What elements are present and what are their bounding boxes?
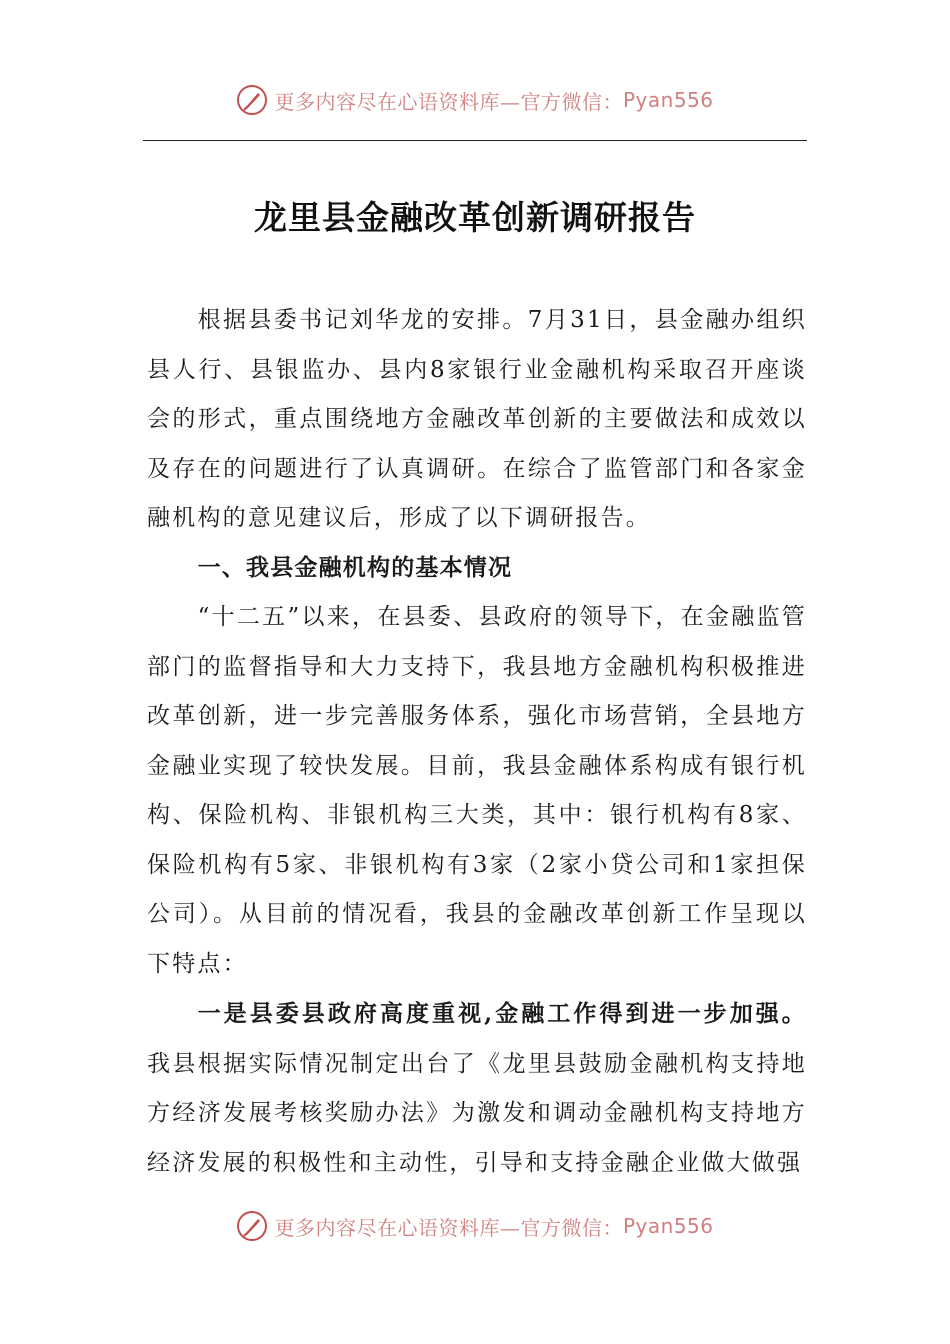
point-text: 我县根据实际情况制定出台了《龙里县鼓励金融机构支持地方经济发展考核奖励办法》为激发和调动金融机构支持地方经济发展的积极性和主动性，引导和支持金融企业做大做强 — [147, 1050, 807, 1176]
point-paragraph — [147, 989, 807, 1188]
section-paragraph: “十二五”以来，在县委、县政府的领导下，在金融监管部门的监督指导和大力支持下，我县地方金融机构积极推进改革创新，进一步完善服务体系，强化市场营销，全县地方金融业实现了较快发展。目前，我县金融体系构成有银行机构、保险机构、非银机构三大类，其中：银行机构有8家、保险机构有5家、非银机构有3家（2家小贷公司和1家担保公司）。从目前的情况看，我县的金融改革创新工作呈现以下特点： — [147, 604, 807, 977]
footer-watermark — [0, 1210, 950, 1242]
point-lead: 一是县委县政府高度重视,金融工作得到进一步加强。 — [197, 1000, 807, 1027]
quill-logo-icon — [236, 84, 268, 116]
document-body — [147, 296, 807, 1188]
watermark-id: Pyan556 — [622, 88, 714, 112]
header-watermark — [0, 84, 950, 116]
watermark-id: Pyan556 — [622, 1214, 714, 1238]
quill-logo-icon — [236, 1210, 268, 1242]
intro-paragraph: 根据县委书记刘华龙的安排。7月31日，县金融办组织县人行、县银监办、县内8家银行业金融机构采取召开座谈会的形式，重点围绕地方金融改革创新的主要做法和成效以及存在的问题进行了认真调研。在综合了监管部门和各家金融机构的意见建议后，形成了以下调研报告。 — [147, 307, 807, 531]
watermark-text: 更多内容尽在心语资料库—官方微信： — [274, 1215, 623, 1240]
section-heading: 一、我县金融机构的基本情况 — [197, 554, 513, 581]
document-title: 龙里县金融改革创新调研报告 — [254, 198, 696, 237]
header-divider — [143, 140, 807, 141]
watermark-text: 更多内容尽在心语资料库—官方微信： — [274, 89, 623, 114]
